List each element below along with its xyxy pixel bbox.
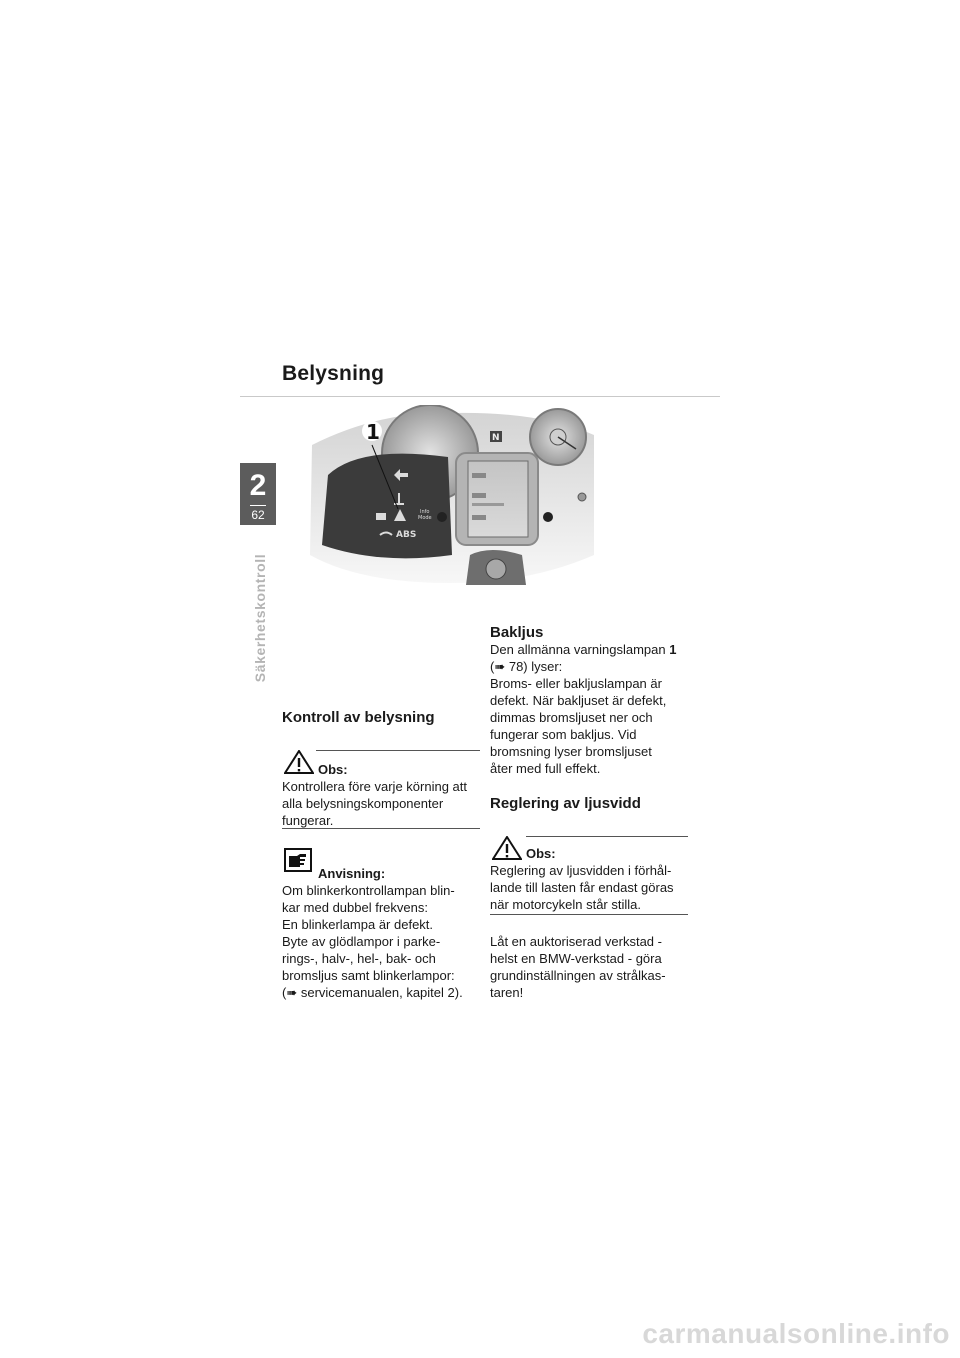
bakljus-body xyxy=(490,641,692,777)
bakljus-line: bromsning lyser bromsljuset xyxy=(490,744,652,759)
note3-body xyxy=(490,862,692,913)
note1-label: Obs: xyxy=(318,762,348,777)
chapter-tab-divider xyxy=(250,505,266,506)
closing-line: helst en BMW-verkstad - göra xyxy=(490,951,662,966)
bakljus-line: Broms- eller bakljuslampan är xyxy=(490,676,662,691)
mode-label: Mode xyxy=(418,515,432,521)
note2-label: Anvisning: xyxy=(318,866,386,881)
note2-line: Byte av glödlampor i parke- xyxy=(282,934,441,949)
note2-line: En blinkerlampa är defekt. xyxy=(282,917,434,932)
heading-kontroll-av-belysning: Kontroll av belysning xyxy=(282,709,435,726)
note2-line: bromsljus samt blinkerlampor: xyxy=(282,968,455,983)
closing-line: Låt en auktoriserad verkstad - xyxy=(490,934,662,949)
note2-line: kar med dubbel frekvens: xyxy=(282,900,428,915)
watermark: carmanualsonline.info xyxy=(642,1318,950,1349)
bakljus-line: dimmas bromsljuset ner och xyxy=(490,710,653,725)
warning-triangle-icon xyxy=(284,750,314,774)
note2-line: Om blinkerkontrollampan blin- xyxy=(282,883,455,898)
bakljus-line: Den allmänna varningslampan 1 xyxy=(490,642,677,657)
info-label: Info xyxy=(420,509,430,515)
bakljus-line: (➠ 78) lyser: xyxy=(490,659,563,674)
note2-body xyxy=(282,882,482,1001)
bakljus-line: åter med full effekt. xyxy=(490,761,601,776)
note1-top-rule xyxy=(316,750,480,751)
note3-line: lande till lasten får endast göras xyxy=(490,880,674,895)
note3-line: Reglering av ljusvidden i förhål- xyxy=(490,863,672,878)
instrument-cluster-photo xyxy=(290,405,610,585)
heading-reglering-av-ljusvidd: Reglering av ljusvidd xyxy=(490,795,641,812)
bakljus-ref: 1 xyxy=(669,642,677,657)
note2-line: rings-, halv-, hel-, bak- och xyxy=(282,951,436,966)
note1-line: Kontrollera före varje körning att xyxy=(282,779,467,794)
closing-line: taren! xyxy=(490,985,524,1000)
note3-bottom-rule xyxy=(490,914,688,915)
page-number: 62 xyxy=(251,508,265,522)
note3-label: Obs: xyxy=(526,846,556,861)
note1-line: fungerar. xyxy=(282,813,334,828)
figure-callout-1: 1 xyxy=(366,420,380,444)
neutral-indicator: N xyxy=(492,433,500,443)
closing-line: grundinställningen av strålkas- xyxy=(490,968,666,983)
bakljus-line: defekt. När bakljuset är defekt, xyxy=(490,693,667,708)
title-divider xyxy=(240,396,720,397)
chapter-number: 2 xyxy=(249,469,267,502)
note1-bottom-rule xyxy=(282,828,480,829)
side-section-label: Säkerhetskontroll xyxy=(252,553,268,683)
note3-line: när motorcykeln står stilla. xyxy=(490,897,641,912)
hand-note-icon xyxy=(284,848,312,872)
note1-line: alla belysningskomponenter xyxy=(282,796,444,811)
note3-top-rule xyxy=(526,836,688,837)
bakljus-line: fungerar som bakljus. Vid xyxy=(490,727,637,742)
heading-bakljus: Bakljus xyxy=(490,624,544,641)
note2-line: (➠ servicemanualen, kapitel 2). xyxy=(282,985,463,1000)
warning-triangle-icon xyxy=(492,836,522,860)
note1-body xyxy=(282,778,482,829)
closing-body xyxy=(490,933,692,1001)
abs-indicator: ABS xyxy=(396,530,417,540)
page-title: Belysning xyxy=(282,362,385,385)
